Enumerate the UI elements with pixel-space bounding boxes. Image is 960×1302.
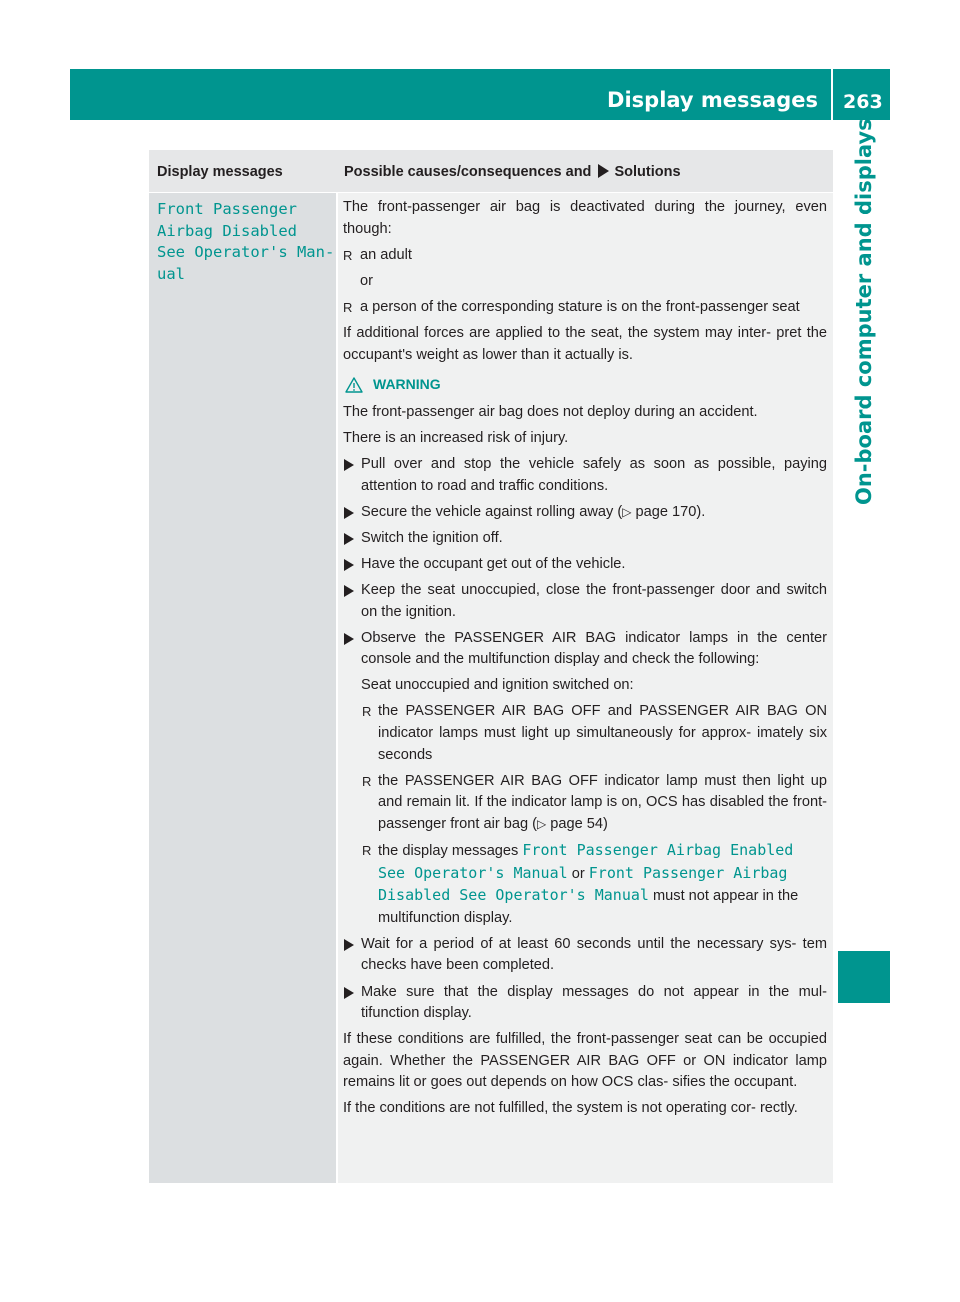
final-text: If these conditions are fulfilled, the front-passenger seat can be occupied again. Whether the PASSENGER AIR BAG OFF or ON indicator lamp remains lit or goes out depends on how OCS clas- sifies the occupant. bbox=[343, 1031, 827, 1091]
action-step: Keep the seat unoccupied, close the front-passenger door and switch on the ignition. bbox=[343, 580, 827, 623]
warning-text: There is an increased risk of injury. bbox=[343, 429, 569, 446]
condition-item: R a person of the corresponding stature is on the front-passenger seat bbox=[343, 297, 827, 319]
action-step: Switch the ignition off. bbox=[343, 528, 827, 550]
action-step: Wait for a period of at least 60 seconds until the necessary sys- tem checks have been completed. bbox=[343, 934, 827, 977]
bullet-marker: R bbox=[362, 704, 372, 720]
action-arrow-icon bbox=[344, 533, 354, 545]
check-item: R the PASSENGER AIR BAG OFF indicator lamp must then light up and remain lit. If the indicator lamp is on, OCS has disabled the front-passenger front air bag (▷ page 54) bbox=[362, 772, 827, 832]
message-line: Front Passenger bbox=[157, 200, 297, 218]
bullet-marker: R bbox=[343, 247, 353, 263]
action-arrow-icon bbox=[344, 633, 354, 645]
chapter-marker bbox=[838, 951, 890, 1003]
page-ref-icon: ▷ bbox=[537, 816, 547, 831]
action-arrow-icon bbox=[344, 585, 354, 597]
bullet-marker: R bbox=[362, 842, 372, 858]
column-header-causes bbox=[344, 163, 681, 181]
display-message bbox=[157, 199, 334, 285]
chapter-tab-label: On-board computer and displays bbox=[852, 118, 876, 505]
final-text: If the conditions are not fulfilled, the system is not operating cor- rectly. bbox=[343, 1100, 798, 1117]
warning-heading bbox=[343, 374, 827, 396]
column-separator bbox=[336, 193, 338, 1183]
column-header-solutions-text: Solutions bbox=[614, 164, 681, 180]
action-step: Observe the PASSENGER AIR BAG indicator lamps in the center console and the multifunction display and check the following: bbox=[343, 628, 827, 671]
action-step: Pull over and stop the vehicle safely as soon as possible, paying attention to road and traffic conditions. bbox=[343, 454, 827, 497]
page-link[interactable]: page 170). bbox=[631, 503, 706, 520]
bullet-marker: R bbox=[343, 299, 353, 315]
page-ref-icon: ▷ bbox=[622, 504, 632, 519]
page-number: 263 bbox=[843, 91, 883, 113]
message-line: Airbag Disabled bbox=[157, 221, 297, 240]
check-item: R the PASSENGER AIR BAG OFF and PASSENGER AIR BAG ON indicator lamps must light up simultaneously for approx- imately six seconds bbox=[362, 703, 827, 763]
message-column bbox=[149, 193, 336, 1183]
action-step: Make sure that the display messages do not appear in the mul- tifunction display. bbox=[343, 982, 827, 1025]
or-text: or bbox=[360, 272, 373, 289]
column-header-messages: Display messages bbox=[157, 164, 283, 180]
intro-text: The front-passenger air bag is deactivated during the journey, even though: bbox=[343, 199, 827, 237]
condition-item: R an adult bbox=[343, 245, 827, 267]
display-message-inline: Front Passenger Airbag Enabled See Operator's Manual bbox=[378, 840, 794, 882]
check-item: R the display messages Front Passenger Airbag Enabled See Operator's Manual or Front Passenger Airbag Disabled See Operator's Manual must not appear in the multifunction display. bbox=[362, 840, 799, 926]
table-header bbox=[149, 150, 833, 192]
action-step: Secure the vehicle against rolling away (▷ page 170). bbox=[343, 502, 827, 524]
action-arrow-icon bbox=[344, 459, 354, 471]
message-line: See Operator's Man‐ bbox=[157, 243, 335, 261]
header-bar bbox=[70, 69, 890, 120]
action-arrow-icon bbox=[344, 939, 354, 951]
action-arrow-icon bbox=[344, 559, 354, 571]
display-message-inline: Front Passenger Airbag Disabled See Operator's Manual bbox=[378, 863, 788, 905]
action-arrow-icon bbox=[344, 507, 354, 519]
page-title: Display messages bbox=[607, 88, 818, 112]
sub-heading: Seat unoccupied and ignition switched on: bbox=[361, 677, 634, 694]
action-step: Have the occupant get out of the vehicle. bbox=[343, 554, 827, 576]
action-arrow-icon bbox=[598, 164, 609, 178]
column-header-causes-text: Possible causes/consequences and bbox=[344, 164, 592, 180]
warning-label: WARNING bbox=[373, 376, 441, 393]
warning-text: The front-passenger air bag does not deploy during an accident. bbox=[343, 403, 758, 420]
page-link[interactable]: page 54) bbox=[546, 815, 608, 832]
bullet-marker: R bbox=[362, 773, 372, 789]
action-arrow-icon bbox=[344, 987, 354, 999]
solution-content bbox=[343, 197, 827, 1125]
additional-text: If additional forces are applied to the seat, the system may inter- pret the occupant's weight as lower than it actually is. bbox=[343, 324, 827, 363]
message-line: ual bbox=[157, 264, 185, 283]
table-body bbox=[149, 193, 833, 1183]
warning-icon bbox=[345, 377, 363, 393]
header-divider bbox=[831, 69, 833, 120]
